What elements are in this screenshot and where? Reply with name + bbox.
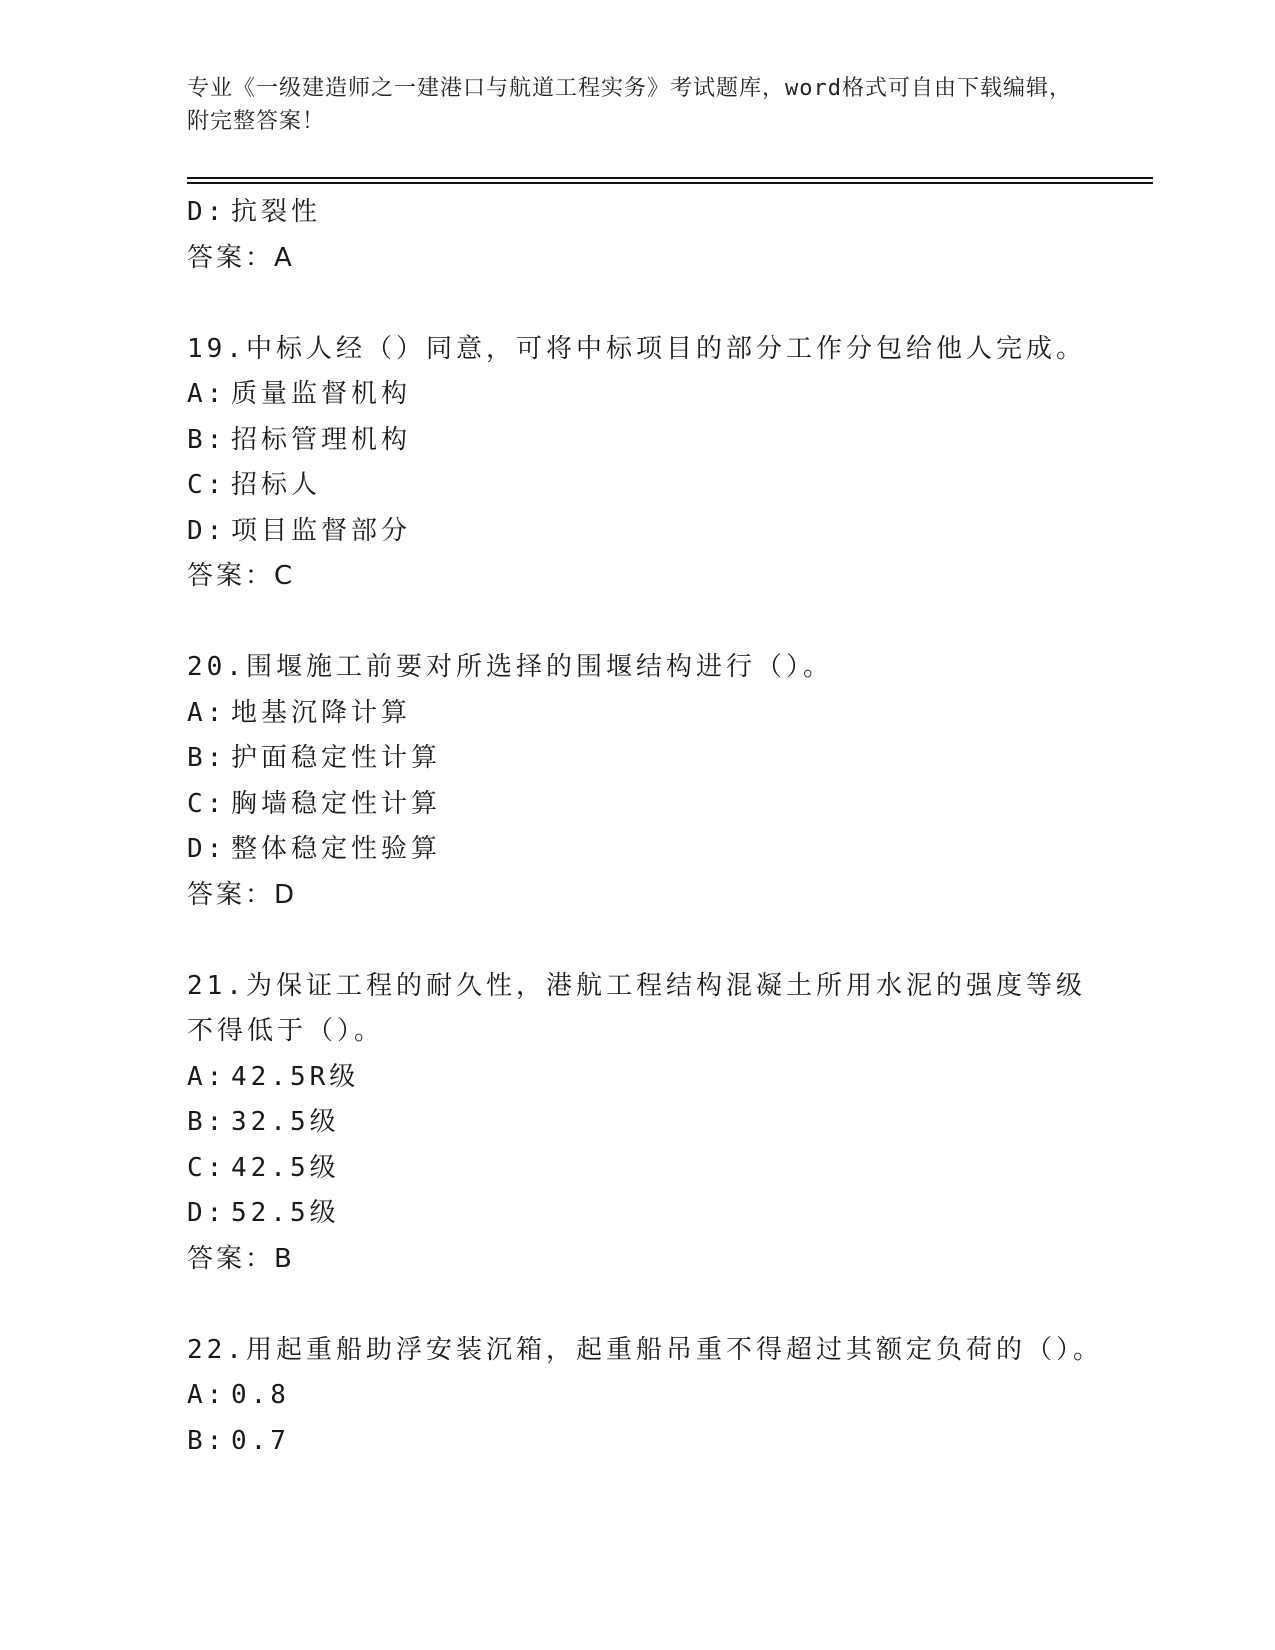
option-line: [187, 418, 1147, 464]
option-label: A:: [187, 1380, 227, 1410]
option-line: [187, 1100, 1147, 1146]
option-label: A:: [187, 379, 227, 409]
question-stem: 19.中标人经（）同意，可将中标项目的部分工作分包给他人完成。: [187, 333, 1086, 364]
option-label: B:: [187, 1425, 227, 1456]
option-label: B:: [187, 1107, 227, 1137]
option-line: [187, 372, 1147, 418]
option-label: D:: [187, 1198, 227, 1228]
option-text: 0.8: [231, 1380, 290, 1410]
header-divider-bottom: [187, 182, 1153, 184]
option-text: 抗裂性: [231, 197, 322, 227]
option-label: A:: [187, 697, 227, 728]
answer-line: 答案：D: [187, 879, 298, 910]
document-header: 专业《一级建造师之一建港口与航道工程实务》考试题库，word格式可自由下载编辑，附完整答案！: [187, 76, 1072, 134]
option-text: 地基沉降计算: [231, 697, 412, 728]
option-text: 胸墙稳定性计算: [231, 788, 442, 819]
option-label: C:: [187, 470, 227, 500]
answer-line: 答案：C: [187, 561, 296, 591]
option-text: 52.5级: [231, 1198, 340, 1228]
question-stem: 22.用起重船助浮安装沉箱，起重船吊重不得超过其额定负荷的（）。: [187, 1334, 1103, 1365]
option-line: [187, 782, 1147, 828]
question-stem: 21.为保证工程的耐久性，港航工程结构混凝土所用水泥的强度等级不得低于（）。: [187, 970, 1086, 1046]
option-text: 护面稳定性计算: [231, 743, 442, 773]
option-label: D:: [187, 197, 227, 227]
spacer: [187, 1282, 1147, 1328]
option-label: C:: [187, 788, 227, 819]
option-line: [187, 463, 1147, 509]
option-label: B:: [187, 424, 227, 455]
option-label: A:: [187, 1061, 227, 1092]
answer-line: 答案：B: [187, 1243, 295, 1274]
option-line: [187, 1146, 1147, 1192]
option-line: [187, 827, 1147, 873]
option-line: [187, 736, 1147, 782]
question-list: [187, 190, 1147, 1464]
option-label: D:: [187, 834, 227, 864]
option-line: [187, 509, 1147, 555]
answer-line: 答案：A: [187, 242, 295, 273]
option-line: [187, 1191, 1147, 1237]
option-label: C:: [187, 1152, 227, 1183]
option-line: [187, 1373, 1147, 1419]
option-line: [187, 1419, 1147, 1465]
option-text: 32.5级: [231, 1107, 340, 1137]
question-stem: 20.围堰施工前要对所选择的围堰结构进行（）。: [187, 652, 833, 682]
option-text: 质量监督机构: [231, 379, 412, 409]
option-label: D:: [187, 515, 227, 546]
option-text: 招标人: [231, 470, 322, 500]
spacer: [187, 600, 1147, 646]
spacer: [187, 918, 1147, 964]
option-label: B:: [187, 743, 227, 773]
option-text: 42.5R级: [231, 1061, 360, 1092]
option-text: 42.5级: [231, 1152, 340, 1183]
header-divider-top: [187, 177, 1153, 179]
option-text: 整体稳定性验算: [231, 834, 442, 864]
spacer: [187, 281, 1147, 327]
option-text: 0.7: [231, 1425, 290, 1456]
option-line: [187, 1055, 1147, 1101]
option-text: 项目监督部分: [231, 515, 412, 546]
option-text: 招标管理机构: [231, 424, 412, 455]
option-line: [187, 691, 1147, 737]
option-line: [187, 190, 1147, 236]
